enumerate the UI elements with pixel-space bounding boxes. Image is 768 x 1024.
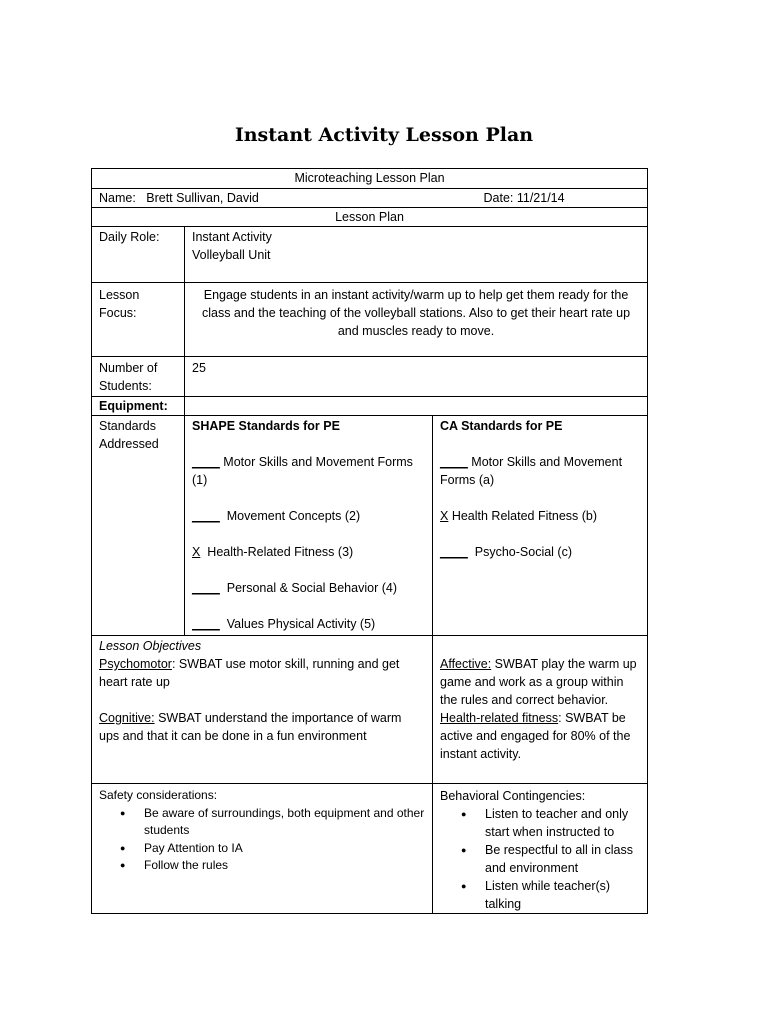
list-item: ● Pay Attention to IA [144, 840, 425, 858]
equipment-value [185, 397, 648, 416]
daily-role-row [92, 227, 648, 283]
lesson-plan-table [91, 168, 648, 914]
section-label: Lesson Plan [92, 208, 648, 227]
ca-standards-cell [433, 416, 648, 636]
shape-item-text: Values Physical Activity (5) [219, 617, 376, 631]
list-item: ● Be aware of surroundings, both equipment and other students [144, 805, 425, 840]
shape-standards-header: SHAPE Standards for PE [192, 419, 340, 433]
lesson-focus-label-line1: Lesson [99, 288, 140, 302]
behavioral-list [440, 805, 640, 913]
shape-item-mark: ____ [192, 455, 220, 469]
daily-role-line2: Volleyball Unit [192, 248, 271, 262]
daily-role-line1: Instant Activity [192, 230, 272, 244]
name-date-row [92, 189, 648, 208]
section-row [92, 208, 648, 227]
list-item: ● Listen while teacher(s) talking [485, 877, 640, 913]
header-row [92, 169, 648, 189]
lesson-focus-label-line2: Focus: [99, 306, 137, 320]
affective-text: SWBAT play the warm up game and work as a group within the rules and correct behavior. [440, 657, 637, 707]
behavioral-heading: Behavioral Contingencies: [440, 789, 586, 803]
standards-label-line1: Standards [99, 419, 156, 433]
ca-item-text: Psycho-Social (c) [467, 545, 573, 559]
shape-item-text: Personal & Social Behavior (4) [219, 581, 397, 595]
shape-item [192, 507, 418, 525]
ca-item-mark: ____ [440, 455, 468, 469]
shape-item [192, 615, 418, 633]
ca-item-mark: X [440, 509, 449, 523]
shape-standards-cell [185, 416, 433, 636]
psychomotor-objective [99, 655, 418, 691]
equipment-label: Equipment: [92, 397, 185, 416]
behavioral-cell [433, 784, 648, 914]
list-item: ● Be respectful to all in class and environment [485, 841, 640, 877]
objectives-left-cell [92, 636, 433, 784]
objectives-right-cell [433, 636, 648, 784]
ca-item [440, 543, 640, 561]
shape-item-mark: ____ [192, 581, 220, 595]
objectives-row [92, 636, 648, 784]
ca-item-text: Motor Skills and Movement Forms (a) [440, 455, 623, 487]
shape-item [192, 543, 418, 561]
list-item: ● Listen to teacher and only start when instructed to [485, 805, 640, 841]
students-row [92, 357, 648, 397]
cognitive-objective [99, 709, 418, 745]
ca-item-text: Health Related Fitness (b) [448, 509, 598, 523]
standards-label [92, 416, 185, 636]
name-date-cell [92, 189, 648, 208]
date-value: Date: 11/21/14 [483, 191, 565, 205]
shape-item-text: Motor Skills and Movement Forms (1) [192, 455, 413, 487]
objectives-heading: Lesson Objectives [99, 639, 202, 653]
safety-list [99, 805, 425, 875]
psychomotor-label: Psychomotor [99, 657, 172, 671]
daily-role-label: Daily Role: [92, 227, 185, 283]
name-value: Brett Sullivan, David [146, 191, 259, 205]
affective-label: Affective: [440, 657, 492, 671]
document-title: Instant Activity Lesson Plan [234, 124, 534, 146]
shape-item [192, 453, 418, 489]
ca-item [440, 453, 640, 489]
shape-item-text: Movement Concepts (2) [219, 509, 361, 523]
name-label: Name: [99, 191, 136, 205]
safety-cell [92, 784, 433, 914]
lesson-focus-text: Engage students in an instant activity/warm up to help get them ready for the class and the teaching of the volleyball stations. Also to get their heart rate up and muscles ready to move. [185, 283, 648, 357]
considerations-row [92, 784, 648, 914]
shape-item [192, 579, 418, 597]
health-label: Health-related fitness [440, 711, 559, 725]
ca-item-mark: ____ [440, 545, 468, 559]
students-label-line1: Number of [99, 361, 158, 375]
table-header: Microteaching Lesson Plan [92, 169, 648, 189]
lesson-focus-row [92, 283, 648, 357]
ca-item [440, 507, 640, 525]
list-item: ● Follow the rules [144, 857, 425, 875]
psychomotor-text: : SWBAT use motor skill, running and get heart rate up [99, 657, 400, 689]
ca-standards-header: CA Standards for PE [440, 419, 563, 433]
shape-item-mark: X [192, 545, 201, 559]
shape-item-text: Health-Related Fitness (3) [200, 545, 354, 559]
affective-objective [440, 655, 640, 709]
students-label-line2: Students: [99, 379, 152, 393]
standards-label-line2: Addressed [99, 437, 159, 451]
safety-heading: Safety considerations: [99, 788, 218, 802]
health-objective [440, 709, 640, 763]
lesson-focus-label [92, 283, 185, 357]
shape-item-mark: ____ [192, 509, 220, 523]
equipment-row [92, 397, 648, 416]
students-label [92, 357, 185, 397]
cognitive-text: SWBAT understand the importance of warm ups and that it can be done in a fun environment [99, 711, 402, 743]
students-value: 25 [185, 357, 648, 397]
standards-row [92, 416, 648, 636]
daily-role-value [185, 227, 648, 283]
shape-item-mark: ____ [192, 617, 220, 631]
health-text: : SWBAT be active and engaged for 80% of the instant activity. [440, 711, 631, 761]
cognitive-label: Cognitive: [99, 711, 155, 725]
